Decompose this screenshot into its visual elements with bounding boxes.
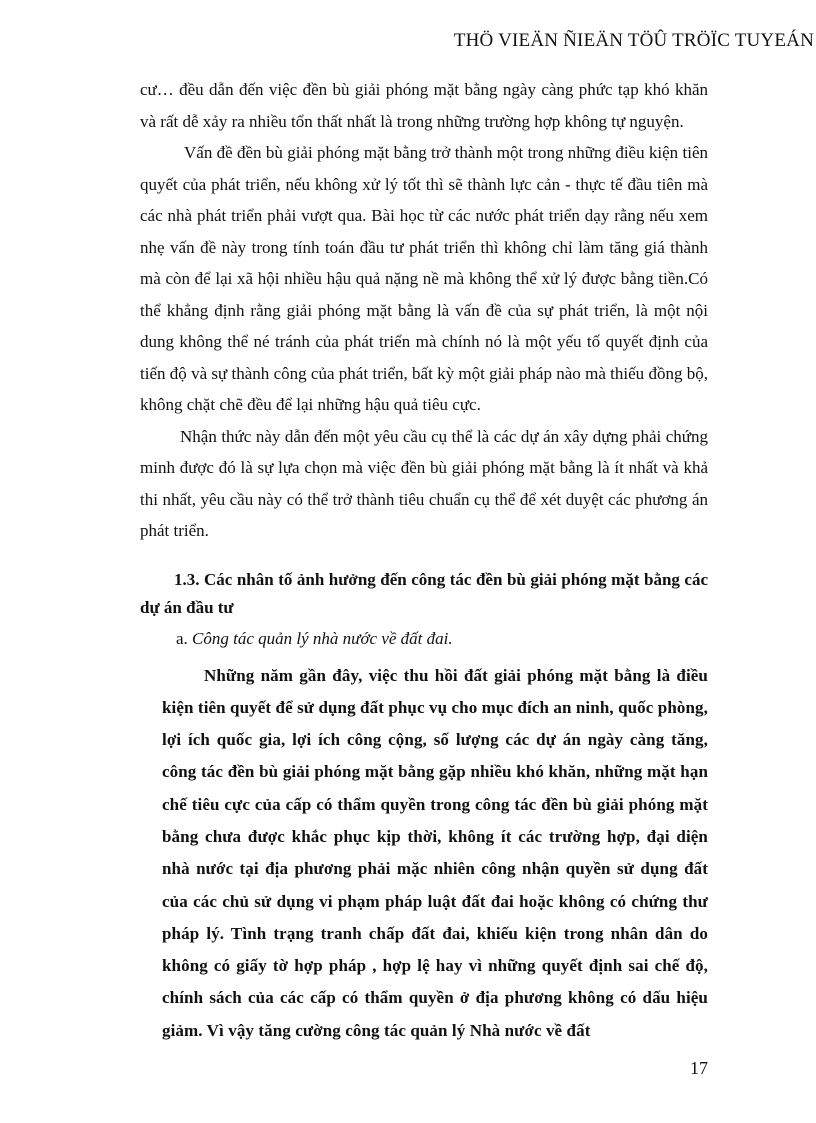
section-heading: 1.3. Các nhân tố ảnh hưởng đến công tác đền bù giải phóng mặt bằng các dự án đầu tư [140,569,708,617]
subsection-heading [140,624,708,654]
document-body [140,74,708,1047]
bold-paragraph: Những năm gần đây, việc thu hồi đất giải phóng mặt bằng là điều kiện tiên quyết để sử dụng đất phục vụ cho mục đích an ninh, quốc phòng, lợi ích quốc gia, lợi ích công cộng, số lượng các dự án ngày càng tăng, công tác đền bù giải phóng mặt bằng gặp nhiều khó khăn, những mặt hạn chế tiêu cực của cấp có thẩm quyền trong công tác đền bù giải phóng mặt bằng chưa được khắc phục kịp thời, không ít các trường hợp, đại diện nhà nước tại địa phương phải mặc nhiên công nhận quyền sử dụng đất của các chủ sử dụng vi phạm pháp luật đất đai hoặc không có chứng thư pháp lý. Tình trạng tranh chấp đất đai, khiếu kiện trong nhân dân do không có giấy tờ hợp pháp , hợp lệ hay vì những quyết định sai chế độ, chính sách của các cấp có thẩm quyền ở địa phương không có dấu hiệu giảm. Vì vậy tăng cường công tác quản lý Nhà nước về đất [162,665,708,1040]
paragraph-2: Vấn đề đền bù giải phóng mặt bằng trở thành một trong những điều kiện tiên quyết của phát triển, nếu không xử lý tốt thì sẽ thành lực cản - thực tế đầu tiên mà các nhà phát triển phải vượt qua. Bài học từ các nước phát triển dạy rằng nếu xem nhẹ vấn đề này trong tính toán đầu tư phát triển thì không chỉ làm tăng giá thành mà còn để lại xã hội nhiều hậu quả nặng nề mà không thể xử lý được bằng tiền.Có thể khẳng định rằng giải phóng mặt bằng là vấn đề của sự phát triển, là một nội dung không thể né tránh của phát triển mà chính nó là một yếu tố quyết định của tiến độ và sự thành công của phát triển, bất kỳ một giải pháp nào mà thiếu đồng bộ, không chặt chẽ đều để lại những hậu quả tiêu cực. [140,143,708,414]
subsection-title: Công tác quản lý nhà nước về đất đai. [192,628,453,648]
page-number: 17 [690,1058,708,1078]
subsection-prefix: a. [176,628,193,648]
paragraph-3: Nhận thức này dẫn đến một yêu cầu cụ thể là các dự án xây dựng phải chứng minh được đó là sự lựa chọn mà việc đền bù giải phóng mặt bằng là ít nhất và khả thi nhất, yêu cầu này có thể trở thành tiêu chuẩn cụ thể để xét duyệt các phương án phát triển. [140,426,708,540]
page-header-title: THÖ VIEÄN ÑIEÄN TÖÛ TRÖÏC TUYEÁN [453,30,814,51]
paragraph-1: cư… đều dẫn đến việc đền bù giải phóng mặt bằng ngày càng phức tạp khó khăn và rất dễ xảy ra nhiều tổn thất nhất là trong những trường hợp không tự nguyện. [140,80,708,131]
